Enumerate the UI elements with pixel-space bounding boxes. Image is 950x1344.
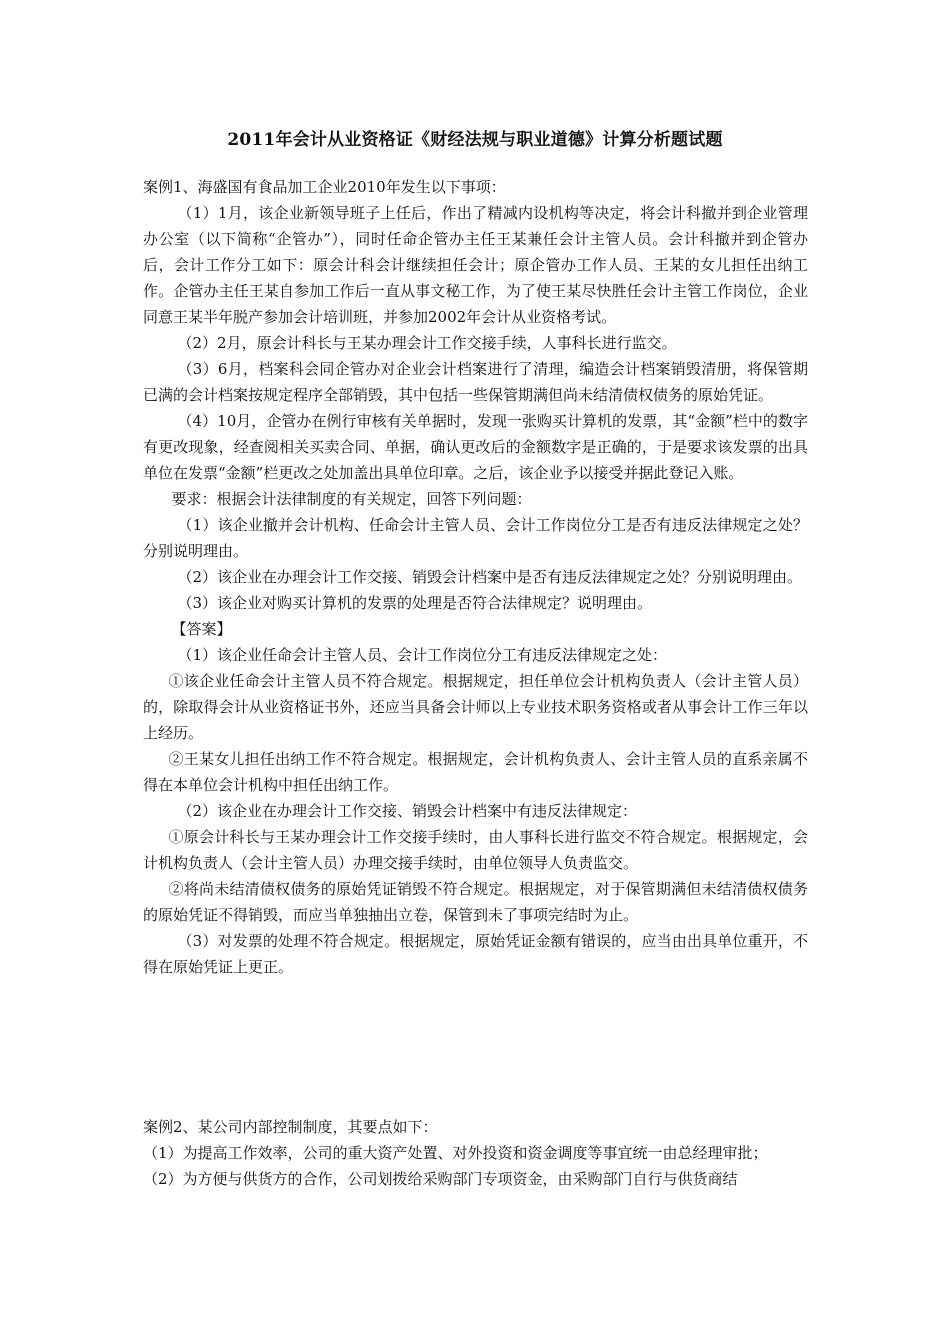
- case-1-question-3: （3）该企业对购买计算机的发票的处理是否符合法律规定？说明理由。: [177, 594, 653, 612]
- case-1-answer-heading: 【答案】: [171, 620, 232, 638]
- case-1-section: [143, 174, 808, 980]
- case-2-item-2: （2）为方便与供货方的合作，公司划拨给采购部门专项资金，由采购部门自行与供货商结: [143, 1170, 738, 1188]
- case-1-answer-3: （3）对发票的处理不符合规定。根据规定，原始凭证金额有错误的，应当由出具单位重开，不得在原始凭证上更正。: [143, 932, 808, 976]
- case-1-answer-1b: ②王某女儿担任出纳工作不符合规定。根据规定，会计机构负责人、会计主管人员的直系亲属不得在本单位会计机构中担任出纳工作。: [143, 750, 808, 794]
- case-1-answer-2a: ①原会计科长与王某办理会计工作交接手续时，由人事科长进行监交不符合规定。根据规定，会计机构负责人（会计主管人员）办理交接手续时，由单位领导人负责监交。: [143, 828, 808, 872]
- case-2-item-1: （1）为提高工作效率，公司的重大资产处置、对外投资和资金调度等事宜统一由总经理审批；: [143, 1144, 768, 1162]
- case-1-answer-1: （1）该企业任命会计主管人员、会计工作岗位分工有违反法律规定之处：: [177, 646, 668, 664]
- case-1-answer-2: （2）该企业在办理会计工作交接、销毁会计档案中有违反法律规定：: [177, 802, 638, 820]
- case-1-answer-2b: ②将尚未结清债权债务的原始凭证销毁不符合规定。根据规定，对于保管期满但未结清债权债务的原始凭证不得销毁，而应当单独抽出立卷，保管到未了事项完结时为止。: [143, 880, 808, 924]
- case-1-item-3: （3）6月，档案科会同企管办对企业会计档案进行了清理，编造会计档案销毁清册，将保管期已满的会计档案按规定程序全部销毁，其中包括一些保管期满但尚未结清债权债务的原始凭证。: [143, 360, 808, 404]
- case-1-item-2: （2）2月，原会计科长与王某办理会计工作交接手续，人事科长进行监交。: [177, 334, 677, 352]
- case-1-item-1: （1）1月，该企业新领导班子上任后，作出了精减内设机构等决定，将会计科撤并到企业管理办公室（以下简称“企管办”），同时任命企管办主任王某兼任会计主管人员。会计科撤并到企管办后，会计工作分工如下：原会计科会计继续担任会计；原企管办工作人员、王某的女儿担任出纳工作。企管办主任王某自参加工作后一直从事文秘工作，为了使王某尽快胜任会计主管工作岗位，企业同意王某半年脱产参加会计培训班，并参加2002年会计从业资格考试。: [143, 204, 808, 326]
- case-1-item-4: （4）10月，企管办在例行审核有关单据时，发现一张购买计算机的发票，其“金额”栏中的数字有更改现象，经查阅相关买卖合同、单据，确认更改后的金额数字是正确的，于是要求该发票的出具单位在发票“金额”栏更改之处加盖出具单位印章。之后，该企业予以接受并据此登记入账。: [143, 412, 808, 482]
- case-1-answer-1a: ①该企业任命会计主管人员不符合规定。根据规定，担任单位会计机构负责人（会计主管人员）的，除取得会计从业资格证书外，还应当具备会计师以上专业技术职务资格或者从事会计工作三年以上经历。: [143, 672, 808, 742]
- case-2-section: [143, 1114, 808, 1192]
- case-1-question-1: （1）该企业撤并会计机构、任命会计主管人员、会计工作岗位分工是否有违反法律规定之处？分别说明理由。: [143, 516, 808, 560]
- case-2-intro: 案例2、某公司内部控制制度，其要点如下：: [143, 1118, 438, 1136]
- case-1-intro: 案例1、海盛国有食品加工企业2010年发生以下事项：: [143, 178, 506, 196]
- case-1-requirement: 要求：根据会计法律制度的有关规定，回答下列问题：: [171, 490, 532, 508]
- document-title: 2011年会计从业资格证《财经法规与职业道德》计算分析题试题: [227, 130, 723, 150]
- case-1-question-2: （2）该企业在办理会计工作交接、销毁会计档案中是否有违反法律规定之处？分别说明理由。: [177, 568, 803, 586]
